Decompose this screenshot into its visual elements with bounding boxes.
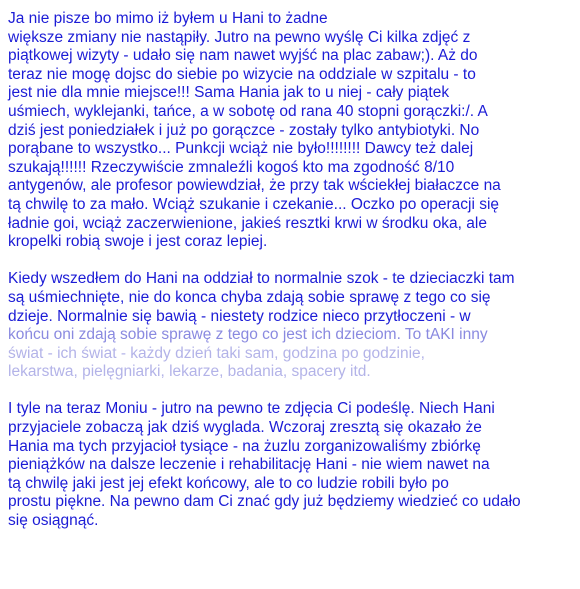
paragraph-spacer <box>8 382 574 401</box>
paragraph-2 <box>8 270 574 382</box>
text-line: tą chwilę jaki jest jej efekt końcowy, ale to co ludzie robili było po <box>8 474 449 492</box>
text-line: prostu piękne. Na pewno dam Ci znać gdy już będziemy wiedzieć co udało <box>8 493 521 511</box>
text-line: się osiągnąć. <box>8 512 99 530</box>
text-line: teraz nie mogę dojsc do siebie po wizycie na oddziale w szpitalu - to <box>8 65 476 83</box>
paragraph-1 <box>8 10 574 252</box>
text-line: większe zmiany nie nastąpiły. Jutro na pewno wyślę Ci kilka zdjęć z <box>8 28 471 46</box>
text-line: porąbane to wszystko... Punkcji wciąż nie było!!!!!!!! Dawcy też dalej <box>8 140 474 158</box>
paragraph-spacer <box>8 252 574 271</box>
text-line: dzieje. Normalnie się bawią - niestety rodzice nieco przytłoczeni - w <box>8 307 471 325</box>
message-text <box>8 10 574 531</box>
text-line: pieniążków na dalsze leczenie i rehabilitację Hani - nie wiem nawet na <box>8 456 490 474</box>
text-line: Kiedy wszedłem do Hani na oddział to normalnie szok - te dzieciaczki tam <box>8 270 515 288</box>
text-line: kropelki robią swoje i jest coraz lepiej. <box>8 233 268 251</box>
text-line: tą chwilę to za mało. Wciąż szukanie i czekanie... Oczko po operacji się <box>8 195 500 213</box>
text-line: uśmiech, wyklejanki, tańce, a w sobotę od rana 40 stopni gorączki:/. A <box>8 102 488 120</box>
text-line: Hania ma tych przyjacioł tysiące - na żuzlu zorganizowaliśmy zbiórkę <box>8 437 481 455</box>
text-line: są uśmiechnięte, nie do konca chyba zdają sobie sprawę z tego co się <box>8 288 491 306</box>
text-line: lekarstwa, pielęgniarki, lekarze, badania, spacery itd. <box>8 363 371 381</box>
text-line: szukają!!!!!! Rzeczywiście zmnaleźli kogoś kto ma zgodność 8/10 <box>8 158 455 176</box>
text-line: dziś jest poniedziałek i już po gorączce - zostały tylko antybiotyki. No <box>8 121 480 139</box>
text-line: Ja nie pisze bo mimo iż byłem u Hani to żadne <box>8 10 328 27</box>
paragraph-3 <box>8 400 574 530</box>
text-line: piątkowej wizyty - udało się nam nawet wyjść na plac zabaw;). Aż do <box>8 47 478 65</box>
text-line: ładnie goi, wciąż zaczerwienione, jakieś resztki krwi w środku oka, ale <box>8 214 487 232</box>
text-line: antygenów, ale profesor powiewdział, że przy tak wściekłej białaczce na <box>8 177 501 195</box>
text-line: przyjaciele zobaczą jak dziś wyglada. Wczoraj zresztą się okazało że <box>8 419 482 437</box>
text-line: świat - ich świat - każdy dzień taki sam, godzina po godzinie, <box>8 344 425 362</box>
text-line: jest nie dla mnie miejsce!!! Sama Hania jak to u niej - cały piątek <box>8 84 450 102</box>
text-line: I tyle na teraz Moniu - jutro na pewno te zdjęcia Ci podeślę. Niech Hani <box>8 400 495 418</box>
text-line: końcu oni zdają sobie sprawę z tego co jest ich dzieciom. To tAKI inny <box>8 326 488 344</box>
